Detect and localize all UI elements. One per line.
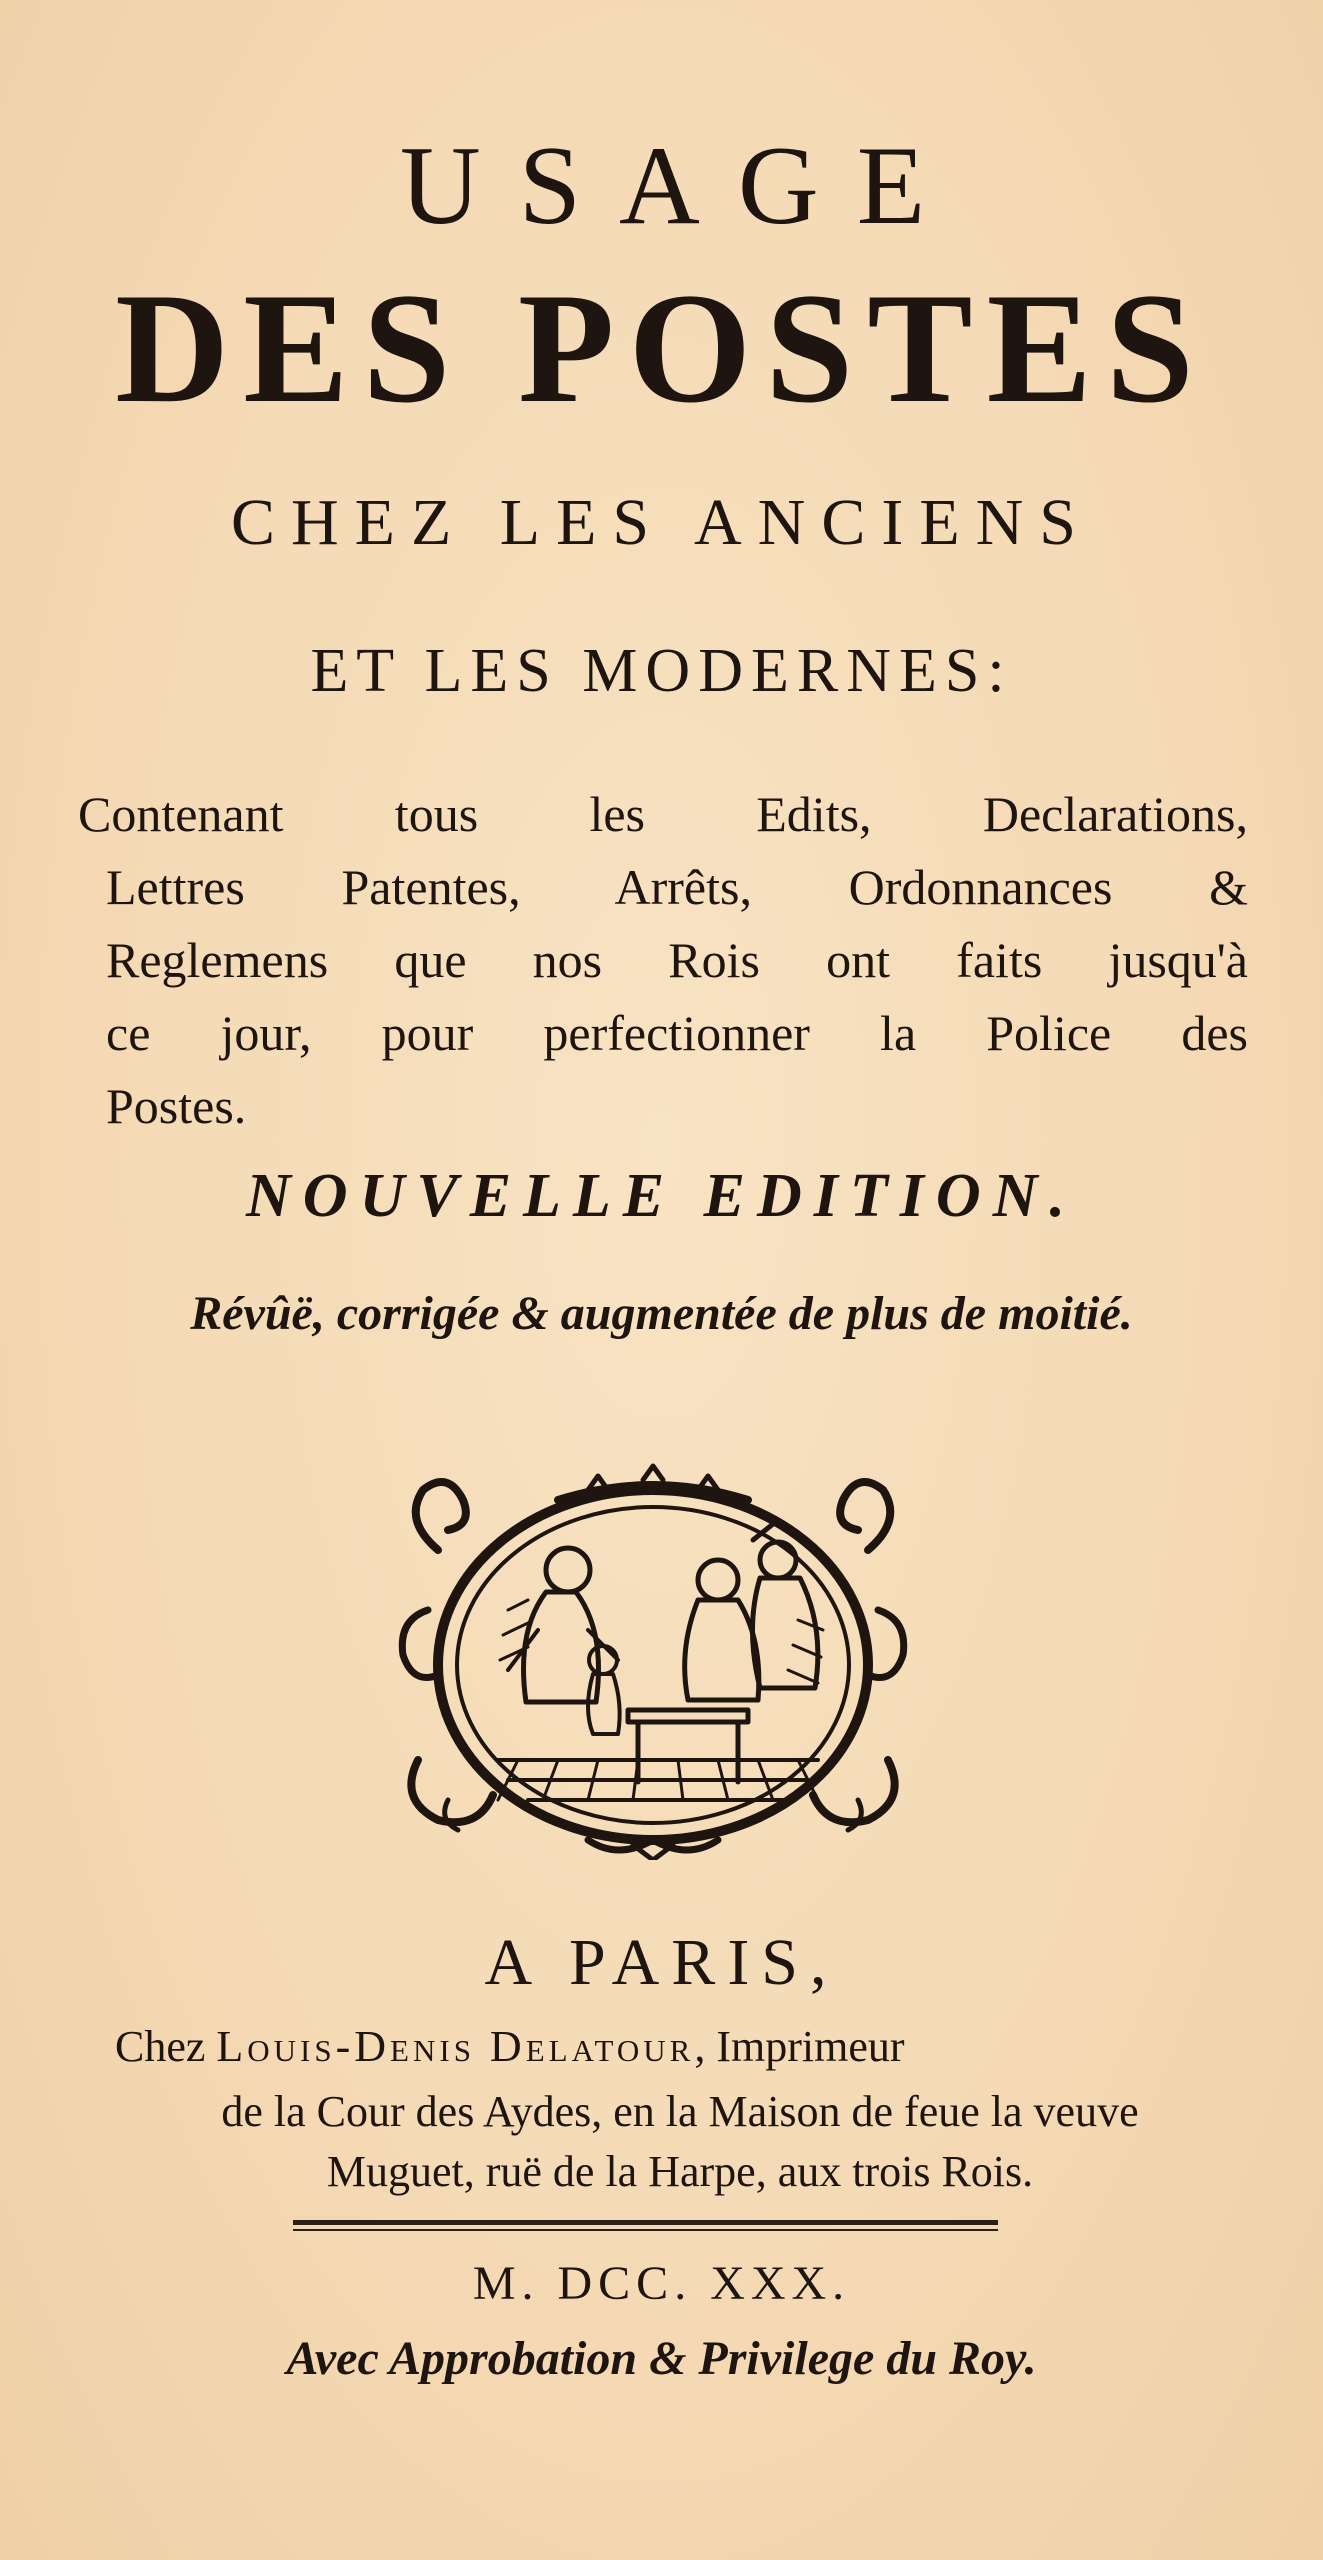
description-line: Postes. — [106, 1078, 247, 1134]
description-line: Reglemens que nos Rois ont faits jusqu'à — [106, 932, 1248, 988]
description-line: Contenant tous les Edits, Declarations, — [78, 786, 1248, 842]
imprint-place: A PARIS, — [484, 1926, 839, 1999]
title-line-modernes: ET LES MODERNES: — [310, 637, 1013, 705]
description-line: Lettres Patentes, Arrêts, Ordonnances & — [106, 859, 1248, 915]
divider-rule — [293, 2229, 998, 2231]
divider-rule — [293, 2220, 998, 2225]
revision-note: Révûë, corrigée & augmentée de plus de moitié. — [190, 1287, 1133, 1340]
imprint-printer-name: Louis-Denis Delatour — [216, 2022, 695, 2071]
title-line-anciens: CHEZ LES ANCIENS — [230, 486, 1093, 559]
imprint-address-line: de la Cour des Aydes, en la Maison de feue la veuve — [221, 2087, 1139, 2136]
imprint-address-line: Muguet, ruë de la Harpe, aux trois Rois. — [326, 2147, 1034, 2196]
description-line: ce jour, pour perfectionner la Police des — [106, 1005, 1248, 1061]
imprint-printer-title: , Imprimeur — [694, 2022, 905, 2071]
title-line-usage: USAGE — [399, 124, 964, 248]
description-block — [78, 778, 1248, 1143]
imprint-chez: Chez — [115, 2022, 206, 2071]
approbation-line: Avec Approbation & Privilege du Roy. — [286, 2332, 1037, 2385]
printer-workshop-woodcut-icon — [388, 1460, 918, 1860]
publication-year: M. DCC. XXX. — [472, 2257, 851, 2310]
imprint-printer-line — [115, 2022, 1245, 2071]
title-line-des-postes: DES POSTES — [115, 261, 1208, 436]
edition-heading: NOUVELLE EDITION. — [246, 1162, 1077, 1230]
